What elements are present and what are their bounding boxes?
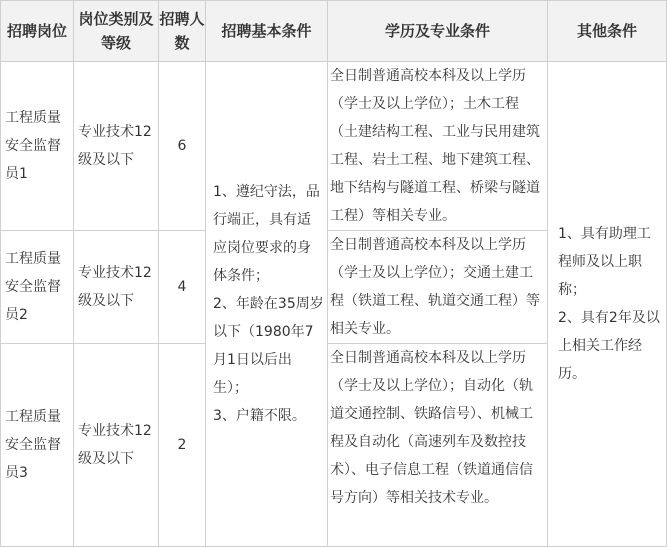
table-row (1, 62, 667, 231)
basic-requirements-cell (206, 62, 328, 547)
header-count: 招聘人数 (159, 1, 206, 62)
category-cell: 专业技术12级及以下 (74, 231, 159, 344)
education-cell: 全日制普通高校本科及以上学历（学士及以上学位）；土木工程（土建结构工程、工业与民用建筑工程、岩土工程、地下建筑工程、地下结构与隧道工程、桥梁与隧道工程）等相关专业。 (328, 62, 548, 231)
basic-requirement-item: 3、户籍不限。 (213, 408, 306, 424)
other-conditions-cell (548, 62, 667, 547)
category-cell: 专业技术12级及以下 (74, 62, 159, 231)
education-cell: 全日制普通高校本科及以上学历（学士及以上学位）；交通土建工程（铁道工程、轨道交通工程）等相关专业。 (328, 231, 548, 344)
position-cell: 工程质量安全监督员2 (1, 231, 74, 344)
header-education: 学历及专业条件 (328, 1, 548, 62)
header-row (1, 1, 667, 62)
header-basic-requirements: 招聘基本条件 (206, 1, 328, 62)
education-cell: 全日制普通高校本科及以上学历（学士及以上学位）；自动化（轨道交通控制、铁路信号）、机械工程及自动化（高速列车及数控技术）、电子信息工程（铁道通信信号方向）等相关技术专业。 (328, 344, 548, 547)
header-position: 招聘岗位 (1, 1, 74, 62)
position-cell: 工程质量安全监督员3 (1, 344, 74, 547)
header-category: 岗位类别及等级 (74, 1, 159, 62)
basic-requirement-item: 1、遵纪守法，品行端正，具有适应岗位要求的身体条件； (213, 184, 320, 284)
count-cell: 6 (159, 62, 206, 231)
other-condition-item: 1、具有助理工程师及以上职称； (558, 226, 651, 298)
position-cell: 工程质量安全监督员1 (1, 62, 74, 231)
basic-requirement-item: 2、年龄在35周岁以下（1980年7月1日以后出生）； (213, 296, 324, 396)
header-other-conditions: 其他条件 (548, 1, 667, 62)
count-cell: 4 (159, 231, 206, 344)
other-condition-item: 2、具有2年及以上相关工作经历。 (558, 310, 660, 382)
count-cell: 2 (159, 344, 206, 547)
category-cell: 专业技术12级及以下 (74, 344, 159, 547)
